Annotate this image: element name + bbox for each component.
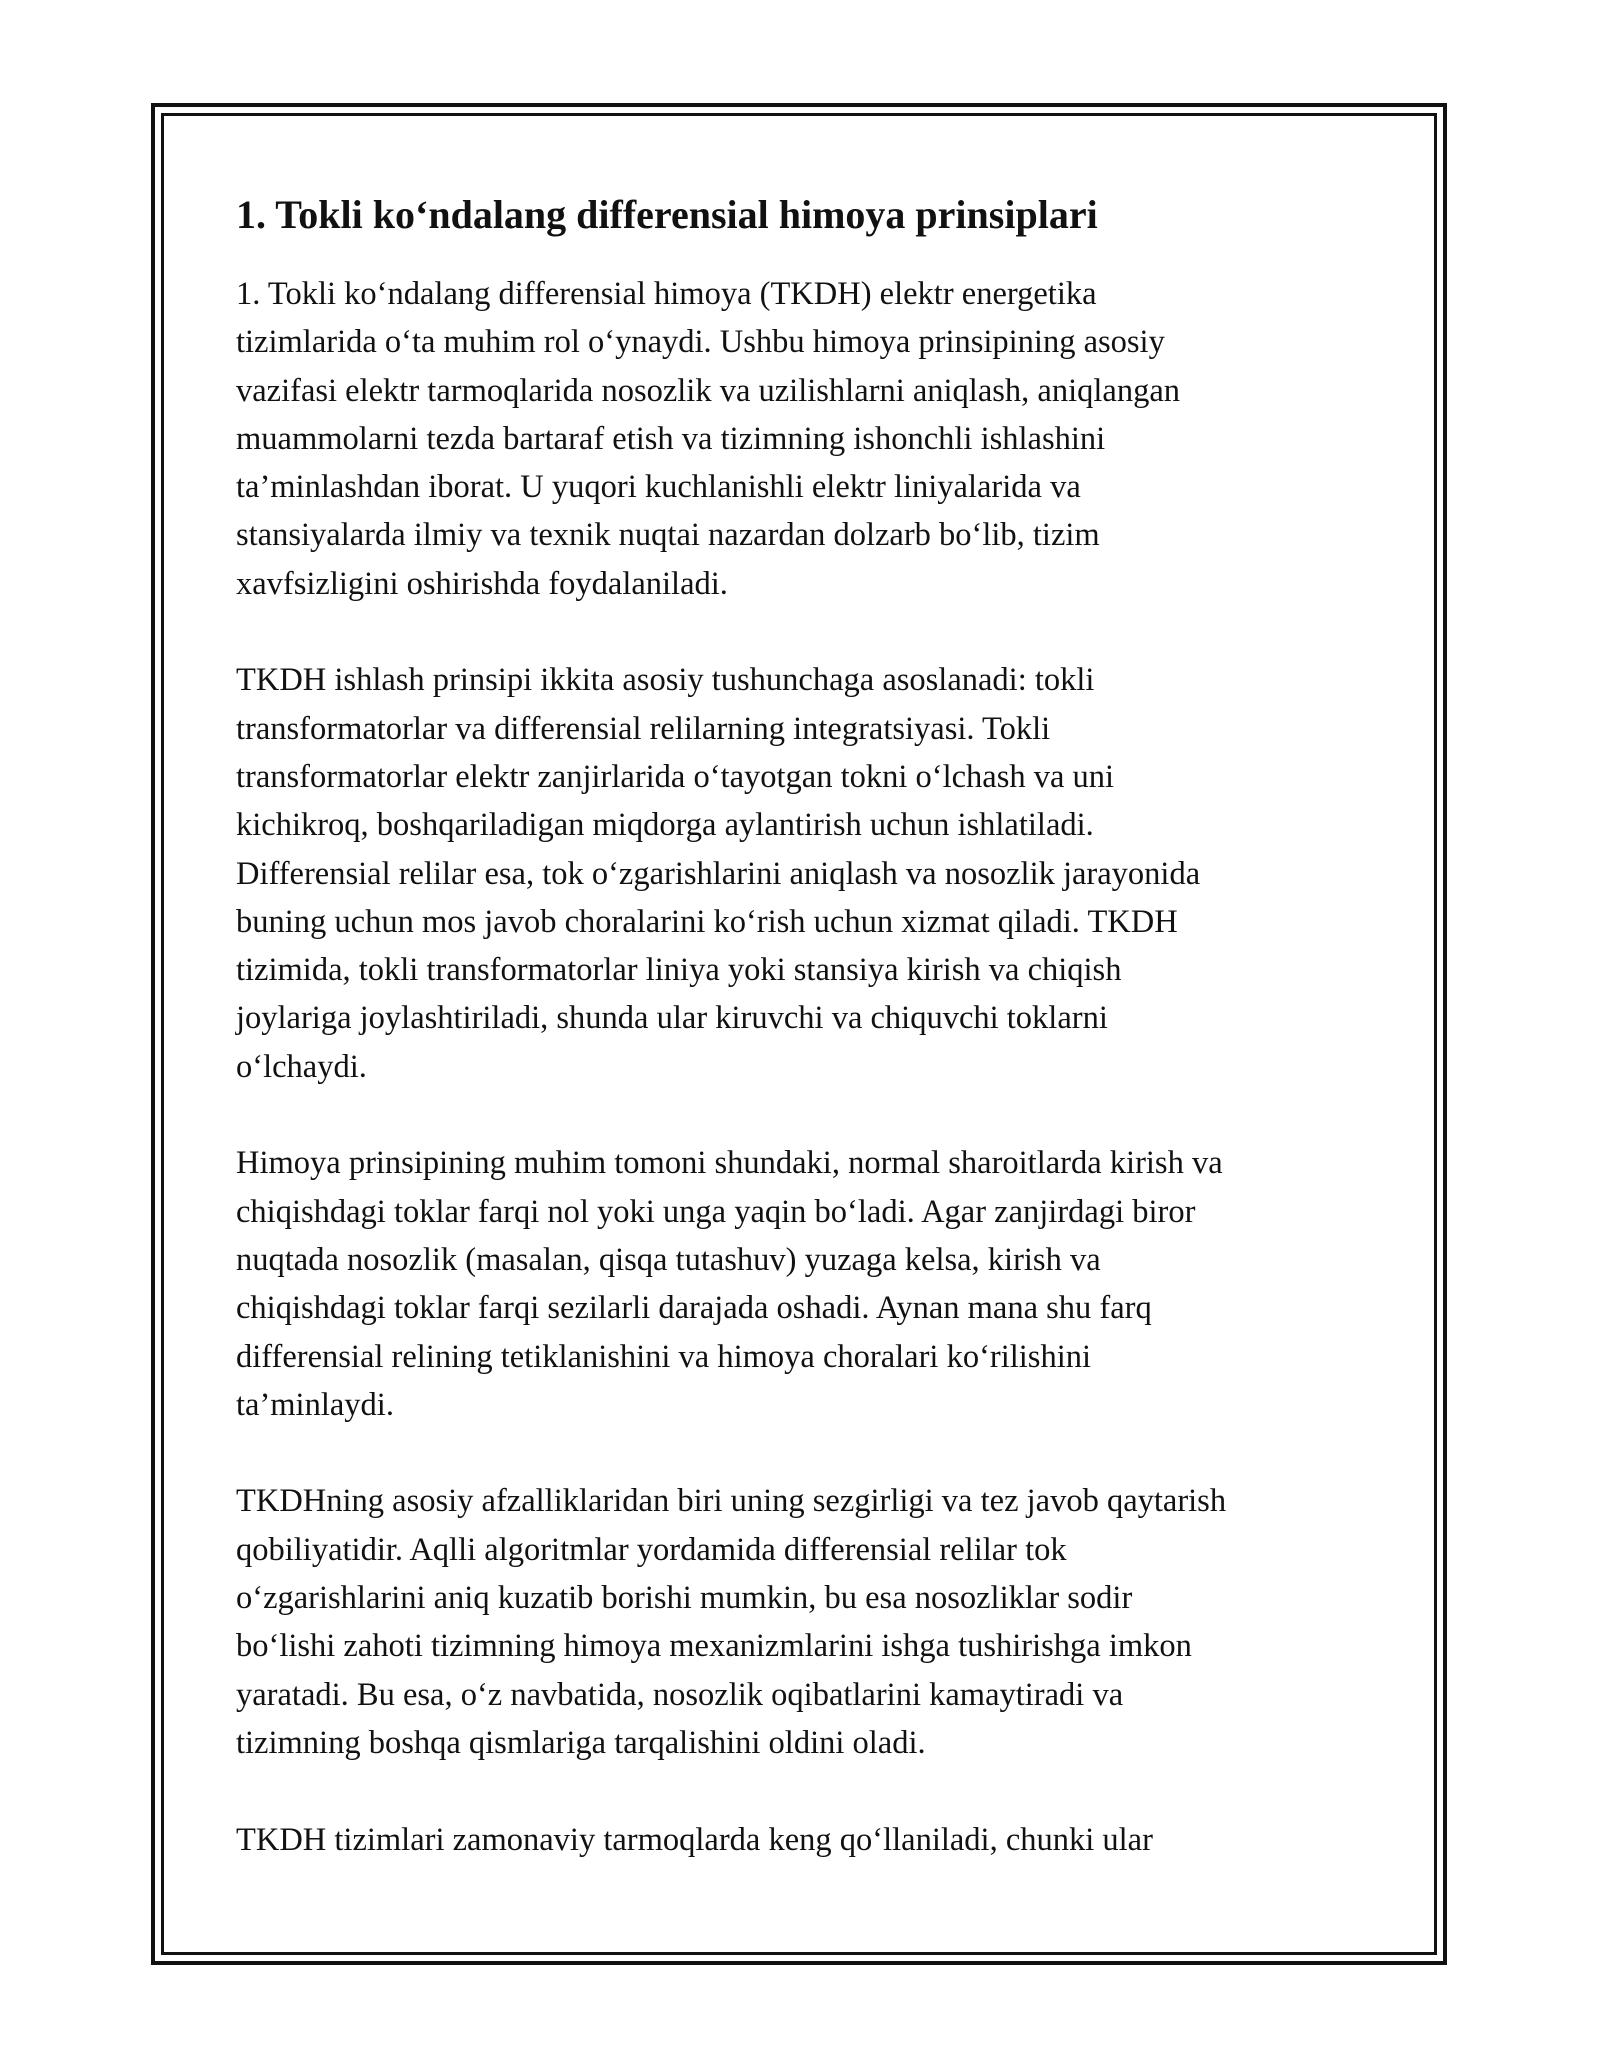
paragraph-line: transformatorlar va differensial relilarning integratsiyasi. Tokli [236,710,1051,747]
paragraph-line: Himoya prinsipining muhim tomoni shundaki, normal sharoitlarda kirish va [236,1145,1223,1182]
paragraph-line: ta’minlaydi. [236,1386,394,1423]
paragraph-line: qobiliyatidir. Aqlli algoritmlar yordamida differensial relilar tok [236,1531,1067,1568]
paragraph-line: vazifasi elektr tarmoqlarida nosozlik va uzilishlarni aniqlash, aniqlangan [236,372,1180,409]
paragraph-line: tizimida, tokli transformatorlar liniya yoki stansiya kirish va chiqish [236,952,1122,989]
paragraph-line: tizimlarida o‘ta muhim rol o‘ynaydi. Ushbu himoya prinsipining asosiy [236,324,1165,361]
paragraph-line: tizimning boshqa qismlariga tarqalishini oldini oladi. [236,1724,926,1761]
paragraph-line: bo‘lishi zahoti tizimning himoya mexanizmlarini ishga tushirishga imkon [236,1628,1192,1665]
paragraphs [236,270,1366,1864]
paragraph-line: TKDHning asosiy afzalliklaridan biri uning sezgirligi va tez javob qaytarish [236,1483,1227,1520]
paragraph-line: transformatorlar elektr zanjirlarida o‘tayotgan tokni o‘lchash va uni [236,758,1115,795]
paragraph-line: differensial relining tetiklanishini va himoya choralari ko‘rilishini [236,1338,1092,1375]
paragraph-line: 1. Tokli ko‘ndalang differensial himoya (TKDH) elektr energetika [236,276,1097,312]
paragraph [236,656,1366,1091]
paragraph [236,1477,1366,1767]
paragraph-line: chiqishdagi toklar farqi nol yoki unga yaqin bo‘ladi. Agar zanjirdagi biror [236,1193,1196,1230]
paragraph [236,1816,1366,1864]
paragraph-line: muammolarni tezda bartaraf etish va tizimning ishonchli ishlashini [236,420,1106,457]
paragraph-line: yaratadi. Bu esa, o‘z navbatida, nosozlik oqibatlarini kamaytiradi va [236,1676,1124,1713]
paragraph-line: xavfsizligini oshirishda foydalaniladi. [236,565,728,602]
paragraph-line: o‘lchaydi. [236,1048,367,1085]
paragraph-line: nuqtada nosozlik (masalan, qisqa tutashuv) yuzaga kelsa, kirish va [236,1241,1101,1278]
paragraph-line: TKDH ishlash prinsipi ikkita asosiy tushunchaga asoslanadi: tokli [236,662,1095,699]
paragraph [236,1139,1366,1429]
paragraph-line: ta’minlashdan iborat. U yuqori kuchlanishli elektr liniyalarida va [236,469,1081,506]
paragraph-line: TKDH tizimlari zamonaviy tarmoqlarda keng qo‘llaniladi, chunki ular [236,1821,1153,1858]
paragraph-line: stansiyalarda ilmiy va texnik nuqtai nazardan dolzarb bo‘lib, tizim [236,517,1100,554]
paragraph-line: buning uchun mos javob choralarini ko‘rish uchun xizmat qiladi. TKDH [236,903,1178,940]
document-body [236,180,1366,1912]
paragraph-line: chiqishdagi toklar farqi sezilarli darajada oshadi. Aynan mana shu farq [236,1290,1152,1327]
paragraph-line: Differensial relilar esa, tok o‘zgarishlarini aniqlash va nosozlik jarayonida [236,855,1201,892]
paragraph [236,270,1366,608]
paragraph-line: kichikroq, boshqariladigan miqdorga aylantirish uchun ishlatiladi. [236,807,1094,844]
paragraph-line: o‘zgarishlarini aniq kuzatib borishi mumkin, bu esa nosozliklar sodir [236,1580,1133,1617]
section-heading: 1. Tokli ko‘ndalang differensial himoya prinsiplari [236,192,1098,237]
paragraph-line: joylariga joylashtiriladi, shunda ular kiruvchi va chiquvchi toklarni [236,1000,1108,1037]
